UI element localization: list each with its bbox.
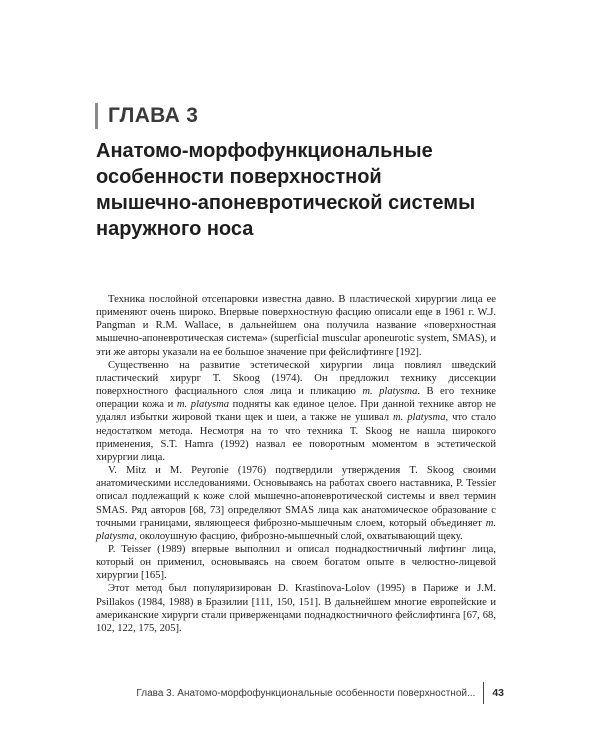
italic-term: m. platysma	[176, 399, 230, 411]
chapter-title-line: наружного носа	[96, 218, 254, 240]
page-footer	[96, 683, 504, 703]
page-number: 43	[492, 687, 504, 699]
paragraph	[96, 359, 496, 464]
paragraph-text: , околоушную фасцию, фиброзно-мышечный слой, охватывающий щеку.	[134, 530, 463, 542]
running-head: Глава 3. Анатомо-морфофункциональные особенности поверхностной...	[136, 687, 476, 699]
paragraph	[96, 582, 496, 635]
paragraph-text: Существенно на развитие эстетической хирургии лица повлиял шведский пластический хирург T. Skoog (1974). Он предложил технику диссекции поверхностного фасциального слоя лица и пликацию	[96, 359, 496, 398]
paragraph-text: подняты как единое целое. При данной технике автор не удалял избытки жировой ткани щек и шеи, а также не ушивал	[96, 399, 497, 424]
chapter-label-text: ГЛАВА 3	[108, 104, 199, 127]
chapter-title-line: мышечно-апоневротической системы	[96, 192, 476, 214]
footer-divider	[483, 682, 484, 704]
paragraph-text: Этот метод был популяризирован D. Krastinova-Lolov (1995) в Париже и J.M. Psillakos (1984, 1988) в Бразилии [111, 150, 151]. В дальнейшем многие европейские и американские хирурги стали приверженцами поднадкостничного фейслифтинга [67, 68, 102, 122, 175, 205].	[96, 583, 496, 634]
paragraph-text: Техника послойной отсепаровки известна давно. В пластической хирургии лица ее применяют очень широко. Впервые поверхностную фасцию описали еще в 1961 г. W.J. Pangman и R.M. Wallace, в дальнейшем она получила название «поверхностная мышечно-апоневротическая система» (superficial muscular aponeurotic system, SMAS), и эти же авторы указали на ее большое значение при фейслифтинге [192].	[96, 294, 496, 358]
paragraph	[96, 464, 496, 543]
chapter-title-line: особенности поверхностной	[96, 166, 382, 188]
chapter-title-line: Анатомо-морфофункциональные	[96, 140, 433, 162]
chapter-label	[95, 103, 198, 129]
body-text	[96, 293, 496, 635]
paragraph-text: , что стало недостатком метода. Несмотря на то что техника T. Skoog не нашла широкого применения, S.T. Hamra (1992) назвал ее поворотным моментом в эстетической хирургии лица.	[96, 412, 496, 463]
paragraph-text: P. Teisser (1989) впервые выполнил и описал поднадкостничный лифтинг лица, который он применил, основываясь на своем богатом опыте в челюстно-лицевой хирургии [165].	[96, 543, 496, 582]
paragraph	[96, 543, 496, 582]
italic-term: m. platysma	[96, 517, 496, 542]
paragraph-text: V. Mitz и M. Peyronie (1976) подтвердили утверждения T. Skoog своими анатомическими исследованиями. Основываясь на работах своего наставника, P. Tessier описал подлежащий к коже слой мышечно-апоневротической системы и ввел термин SMAS. Ряд авторов [68, 73] определяют SMAS лица как анатомическое образование с точными границами, являющееся фиброзно-мышечным слоем, который объединяет	[96, 465, 496, 529]
paragraph-text: . В его технике операции кожа и	[96, 386, 497, 411]
paragraph	[96, 293, 496, 359]
italic-term: m. platysma	[362, 386, 418, 398]
chapter-title	[96, 138, 516, 242]
italic-term: m. platysma	[393, 412, 446, 424]
